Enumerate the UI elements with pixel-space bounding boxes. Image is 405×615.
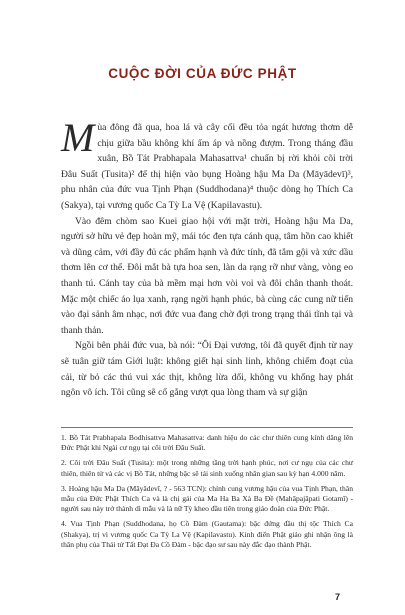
paragraph-3: Ngồi bên phải đức vua, bà nói: “Ôi Đại vương, tôi đã quyết định từ nay sẽ tuân giữ tám Giới luật: không giết hại sinh linh, không chiếm đoạt của cải, từ bỏ các thú vui xác thịt, không lừa dối, không vu khống hay phát ngôn vô ích. Tôi cũng sẽ cố gắng vượt qua lòng tham và sự giận xyxy=(61,340,353,399)
footnote-divider xyxy=(61,427,353,428)
page-number: 7 xyxy=(335,592,341,602)
main-text xyxy=(61,115,353,401)
footnote-3: 3. Hoàng hậu Ma Da (Māyādevī, ? - 563 TCN): chính cung vương hậu của vua Tịnh Phạn, thân mẫu của Đức Phật Thích Ca và là chị gái của Ma Ha Ba Xà Ba Đề (Mahāpajāpati Gotamī) - người sau này trở thành dì mẫu và là nữ Tỳ kheo đầu tiên trong giáo đoàn của Đức Phật. xyxy=(61,483,353,514)
footnote-2: 2. Cõi trời Đâu Suất (Tusita): một trong những tầng trời hạnh phúc, nơi cư ngụ của các chư thiên, thiên tử và các vị Bồ Tát, những bậc sẽ tái sinh xuống nhân gian sau kỳ hạn 4.000 năm. xyxy=(61,458,353,478)
footnote-4: 4. Vua Tịnh Phạn (Suddhodana, họ Cồ Đàm (Gautama): bậc đứng đầu thị tộc Thích Ca (Shakya), trị vì vương quốc Ca Tỳ La Vệ (Kapilavastu). Kinh điển Phật giáo ghi nhận ông là thân phụ của Thái tử Tất Đạt Đa Cồ Đàm - bậc đạo sư sau này đắc đạo thành Phật. xyxy=(61,519,353,549)
footnotes xyxy=(61,433,353,555)
chapter-title: CUỘC ĐỜI CỦA ĐỨC PHẬT xyxy=(108,66,297,81)
footnote-1: 1. Bồ Tát Prabhapala Bodhisattva Mahasattva: danh hiệu do các chư thiên cung kính dâng lên Đức Phật khi Ngài cư ngụ tại cõi trời Đâu Suất. xyxy=(61,433,353,453)
paragraph-1 xyxy=(61,115,353,214)
drop-cap: M xyxy=(61,115,95,160)
paragraph-1-text: ùa đông đã qua, hoa lá và cây cối đều tỏa ngát hương thơm dễ chịu giữa bầu không khí ấm áp và nồng đượm. Trong tháng đầu xuân, Bồ Tát Prabhapala Mahasattva¹ chuẩn bị rời khỏi cõi trời Đâu Suất (Tusita)² để thị hiện vào bụng Hoàng hậu Ma Da (Māyādevī)³, phu nhân của đức vua Tịnh Phạn (Suddhodana)⁴ thuộc dòng họ Thích Ca (Sakya), tại vương quốc Ca Tỳ La Vệ (Kapilavastu). xyxy=(61,122,353,211)
paragraph-2: Vào đêm chòm sao Kuei giao hội với mặt trời, Hoàng hậu Ma Da, người sở hữu vẻ đẹp hoàn mỹ, mái tóc đen tựa cánh quạ, tâm hồn cao khiết và dũng cảm, với đầy đủ các phẩm hạnh và đức tính, đã tắm gội và xức dầu thơm lên cơ thể. Đôi mắt bà tựa hoa sen, làn da rạng rỡ như vàng, vòng eo thanh tú. Cánh tay của bà mềm mại hơn vòi voi và đôi chân thanh thoát. Mặc một chiếc áo lụa xanh, rạng ngời hạnh phúc, bà cùng các cung nữ tiến vào đại sảnh âm nhạc, nơi đức vua đang chờ đợi trong trạng thái tĩnh tại và thanh thản. xyxy=(61,215,353,336)
